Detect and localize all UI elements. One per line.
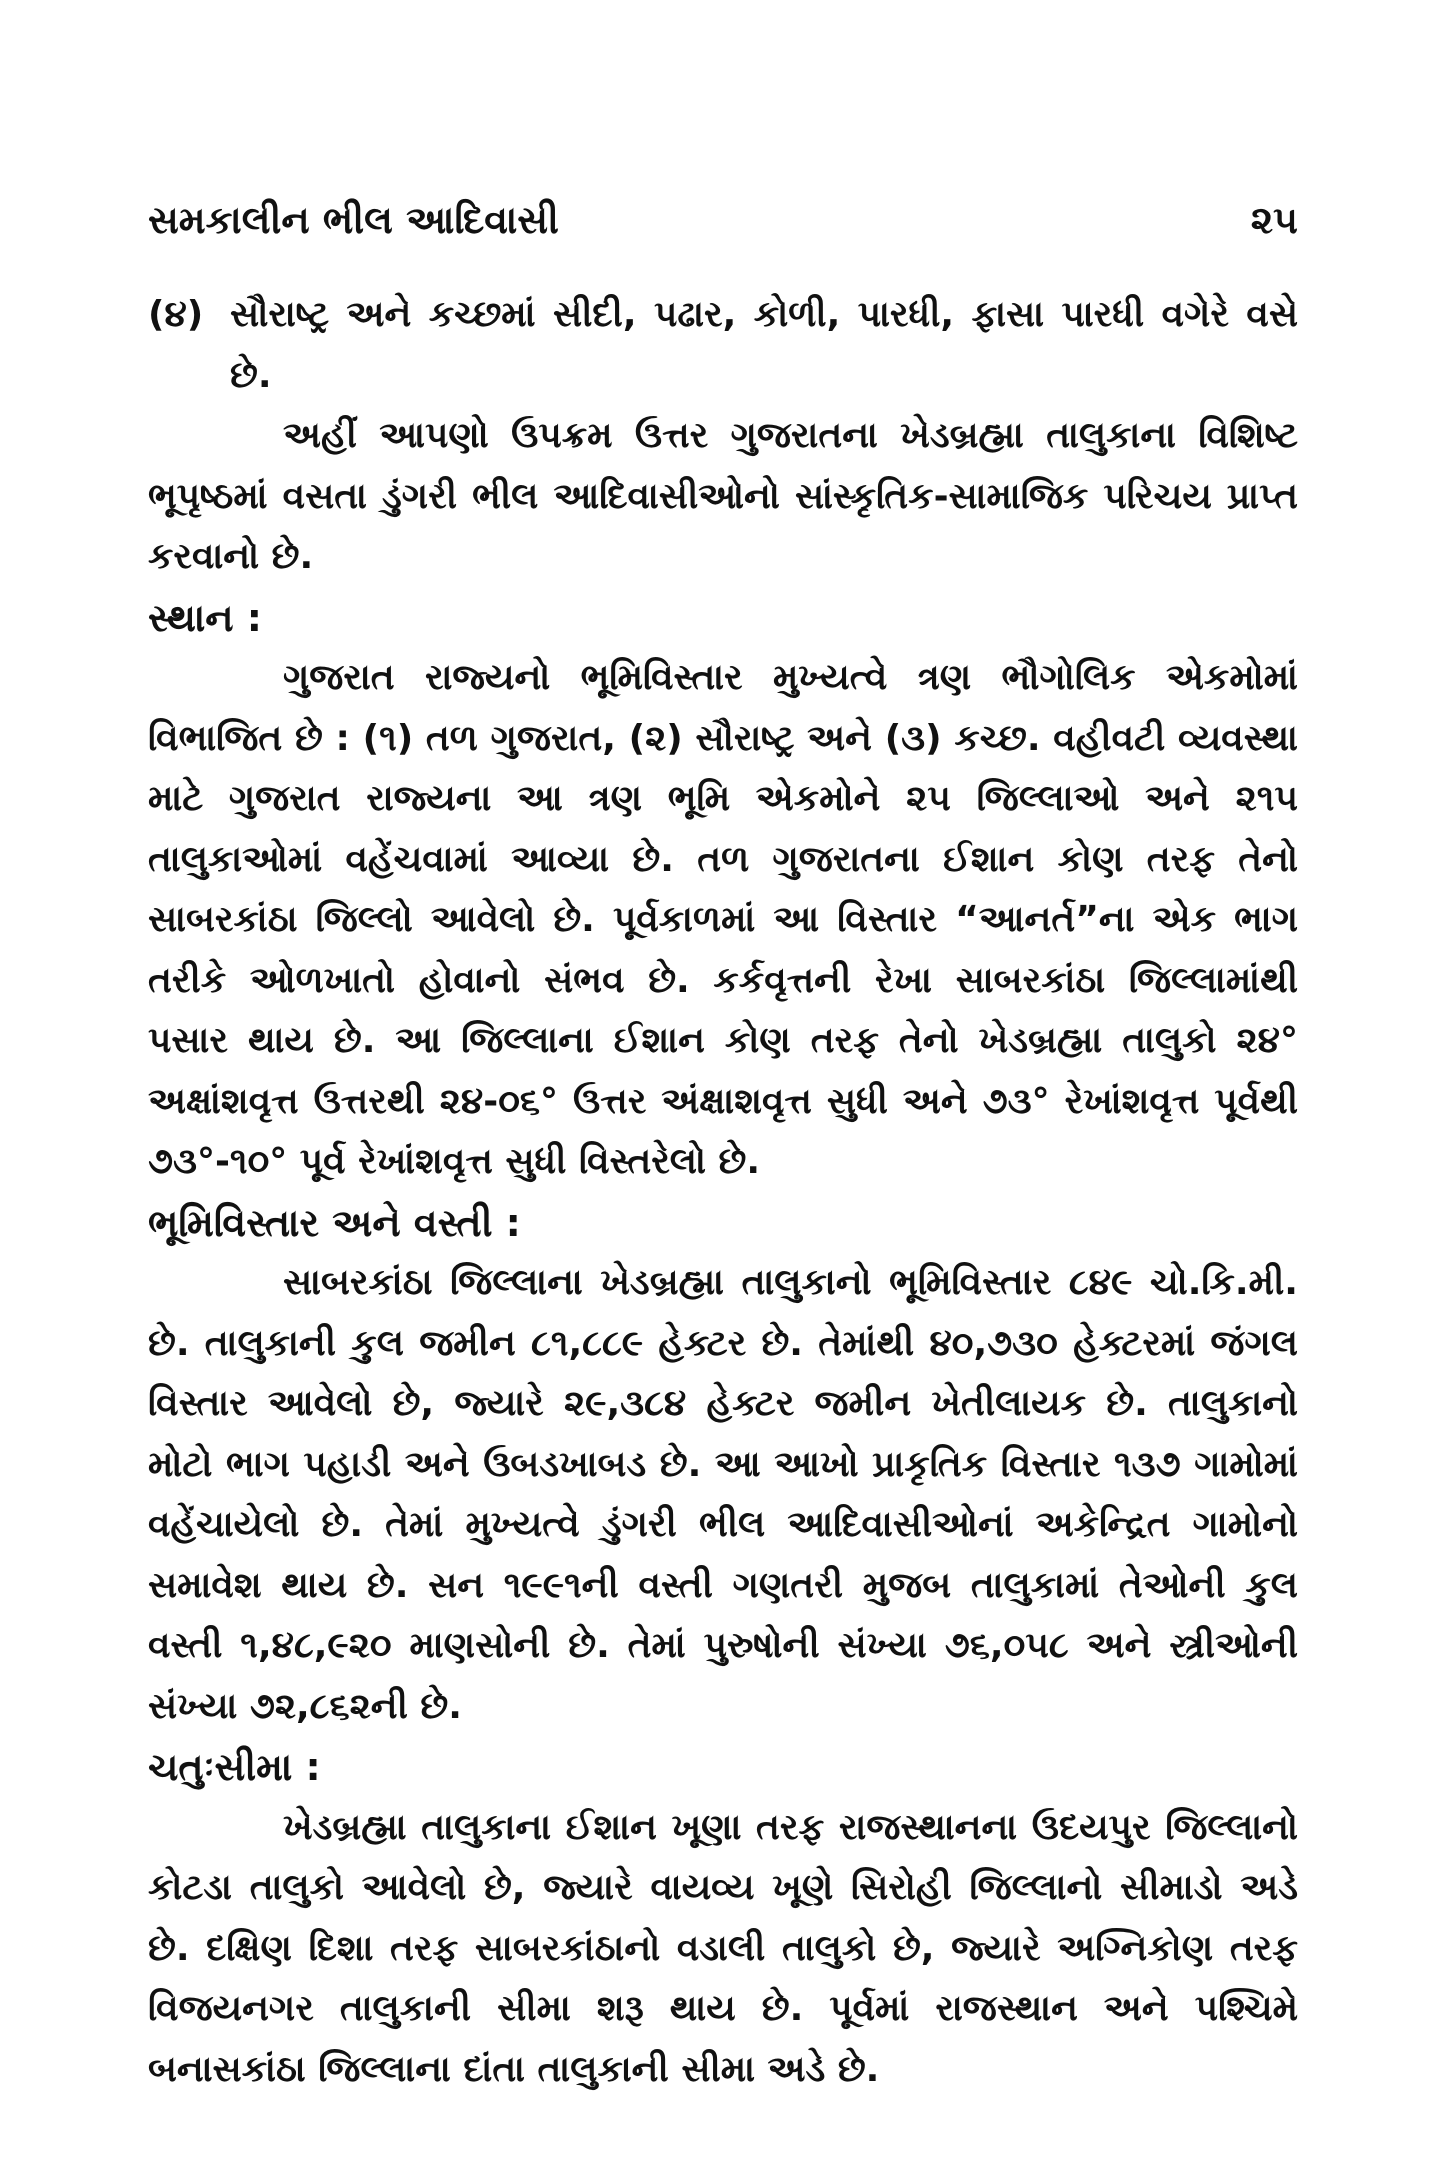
section-paragraph-boundaries: ખેડબ્રહ્મા તાલુકાના ઈશાન ખૂણા તરફ રાજસ્થાનના ઉદયપુર જિલ્લાનો કોટડા તાલુકો આવેલો છે, જ્યારે વાયવ્ય ખૂણે સિરોહી જિલ્લાનો સીમાડો અડે છે. દક્ષિણ દિશા તરફ સાબરકાંઠાનો વડાલી તાલુકો છે, જ્યારે અગ્નિકોણ તરફ વિજયનગર તાલુકાની સીમા શરૂ થાય છે. પૂર્વમાં રાજસ્થાન અને પશ્ચિમે બનાસકાંઠા જિલ્લાના દાંતા તાલુકાની સીમા અડે છે. bbox=[148, 1806, 1298, 2090]
section-heading-area-population: ભૂમિવિસ્તાર અને વસ્તી : bbox=[148, 1200, 521, 1245]
page-body bbox=[148, 285, 1298, 2100]
list-item-number: (૪) bbox=[148, 294, 204, 335]
section-paragraph-area-population: સાબરકાંઠા જિલ્લાના ખેડબ્રહ્મા તાલુકાનો ભૂમિવિસ્તાર ૮૪૯ ચો.કિ.મી. છે. તાલુકાની કુલ જમીન ૮૧,૮૮૯ હેક્ટર છે. તેમાંથી ૪૦,૭૩૦ હેક્ટરમાં જંગલ વિસ્તાર આવેલો છે, જ્યારે ૨૯,૩૮૪ હેક્ટર જમીન ખેતીલાયક છે. તાલુકાનો મોટો ભાગ પહાડી અને ઉબડખાબડ છે. આ આખો પ્રાકૃતિક વિસ્તાર ૧૩૭ ગામોમાં વહેંચાયેલો છે. તેમાં મુખ્યત્વે ડુંગરી ભીલ આદિવાસીઓનાં અકેન્દ્રિત ગામોનો સમાવેશ થાય છે. સન ૧૯૯૧ની વસ્તી ગણતરી મુજબ તાલુકામાં તેઓની કુલ વસ્તી ૧,૪૮,૯૨૦ માણસોની છે. તેમાં પુરુષોની સંખ્યા ૭૬,૦૫૮ અને સ્ત્રીઓની સંખ્યા ૭૨,૮૬૨ની છે. bbox=[148, 1262, 1298, 1727]
running-header bbox=[148, 190, 1298, 250]
section-paragraph-location: ગુજરાત રાજ્યનો ભૂમિવિસ્તાર મુખ્યત્વે ત્રણ ભૌગોલિક એકમોમાં વિભાજિત છે : (૧) તળ ગુજરાત, (૨) સૌરાષ્ટ્ર અને (૩) કચ્છ. વહીવટી વ્યવસ્થા માટે ગુજરાત રાજ્યના આ ત્રણ ભૂમિ એકમોને ૨૫ જિલ્લાઓ અને ૨૧૫ તાલુકાઓમાં વહેંચવામાં આવ્યા છે. તળ ગુજરાતના ઈશાન કોણ તરફ તેનો સાબરકાંઠા જિલ્લો આવેલો છે. પૂર્વકાળમાં આ વિસ્તાર “આનર્ત”ના એક ભાગ તરીકે ઓળખાતો હોવાનો સંભવ છે. કર્કવૃત્તની રેખા સાબરકાંઠા જિલ્લામાંથી પસાર થાય છે. આ જિલ્લાના ઈશાન કોણ તરફ તેનો ખેડબ્રહ્મા તાલુકો ૨૪° અક્ષાંશવૃત્ત ઉત્તરથી ૨૪-૦૬° ઉત્તર અંક્ષાશવૃત્ત સુધી અને ૭૩° રેખાંશવૃત્ત પૂર્વથી ૭૩°-૧૦° પૂર્વ રેખાંશવૃત્ત સુધી વિસ્તરેલો છે. bbox=[148, 657, 1298, 1182]
running-header-title: સમકાલીન ભીલ આદિવાસી bbox=[148, 198, 559, 242]
intro-paragraph: અહીં આપણો ઉપક્રમ ઉત્તર ગુજરાતના ખેડબ્રહ્મા તાલુકાના વિશિષ્ટ ભૂપૃષ્ઠમાં વસતા ડુંગરી ભીલ આદિવાસીઓનો સાંસ્કૃતિક-સામાજિક પરિચય પ્રાપ્ત કરવાનો છે. bbox=[148, 415, 1298, 577]
list-item bbox=[148, 285, 1298, 406]
section-heading-location: સ્થાન : bbox=[148, 595, 263, 640]
section-heading-boundaries: ચતુઃસીમા : bbox=[148, 1745, 321, 1789]
page-number: ૨૫ bbox=[1250, 198, 1298, 242]
list-item-text: સૌરાષ્ટ્ર અને કચ્છમાં સીદી, પઢાર, કોળી, પારધી, ફાસા પારધી વગેરે વસે છે. bbox=[230, 294, 1298, 396]
